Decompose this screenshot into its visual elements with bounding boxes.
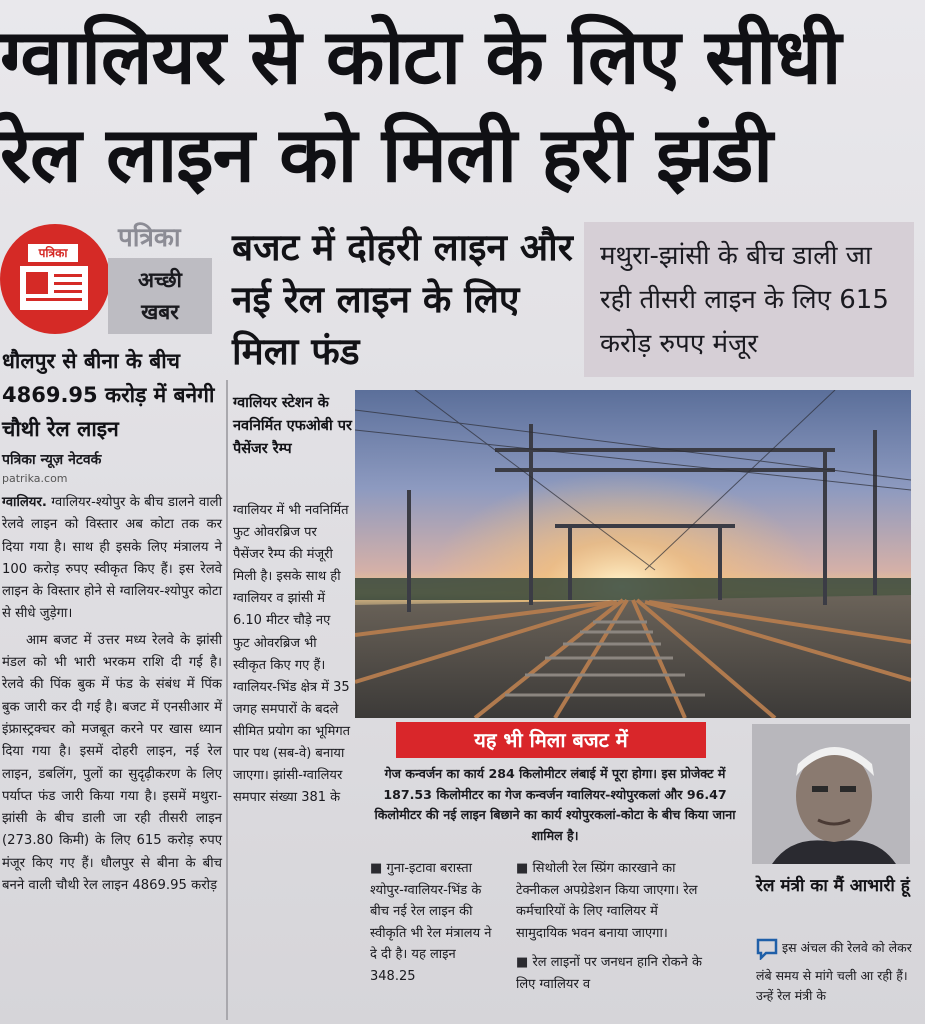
minister-quote-text: इस अंचल की रेलवे को लेकर लंबे समय से मांगे चली आ रही हैं। उन्हें रेल मंत्री के (756, 940, 912, 1003)
column-divider (226, 380, 228, 1020)
site-name: patrika.com (2, 472, 68, 485)
inset-lead: गेज कन्वर्जन का कार्य 284 किलोमीटर लंबाई में पूरा होगा। इस प्रोजेक्ट में 187.53 किलोमीटर का गेज कन्वर्जन ग्वालियर-श्योपुरकलां और 96.47 किलोमीटर की नई लाइन बिछाने का कार्य श्योपुरकलां-कोटा के बीच किया जाना शामिल है। (374, 766, 736, 843)
story-para-2: आम बजट में उत्तर मध्य रेलवे के झांसी मंडल को भी भारी भरकम राशि दी गई है। रेलवे की पिंक बुक में फंड के संबंध में पिंक बुक जारी कर दी गई है। बजट में एनसीआर में इंफ्रास्ट्रक्चर को मजबूत करने पर खास ध्यान दिया गया है। इसमें दोहरी लाइन, नई रेल लाइन, डबलिंग, पुलों का सुदृढ़ीकरण के लिए पर्याप्त फंड जारी किया गया है। इसमें मथुरा-झांसी के बीच डाली जा रही तीसरी लाइन (273.80 किमी) के लिए 615 करोड़ रुपए मंजूर किए गए हैं। धौलपुर से बीना के बीच बनने वाली चौथी रेल लाइन 4869.95 करोड़ (2, 632, 222, 894)
sidebar-body: ग्वालियर में भी नवनिर्मित फुट ओवरब्रिज पर पैसेंजर रैम्प की मंजूरी मिली है। इसके साथ ही ग्वालियर व झांसी में 6.10 मीटर चौड़े नए फुट ओवरब्रिज भी स्वीकृत किए गए हैं। ग्वालियर-भिंड क्षेत्र में 35 जगह समपारों के बदले सीमित प्रयोग का भूमिगत पार पथ (सब-वे) बनाया जाएगा। झांसी-ग्वालियर समपार संख्या 381 के (233, 503, 351, 806)
story-para-1: ग्वालियर-श्योपुर के बीच डालने वाली रेलवे लाइन को विस्तार अब कोटा तक कर दिया गया है। साथ ही इसके लिए मंत्रालय ने 100 करोड़ रुपए स्वीकृत किए हैं। इस रेलवे लाइन के विस्तार होने से ग्वालियर-श्योपुर कोटा से सीधे जुड़ेगा। (2, 495, 222, 622)
byline: पत्रिका न्यूज़ नेटवर्क (2, 452, 102, 468)
inset-bullet-1 (370, 858, 500, 987)
logo-chip-text: पत्रिका (28, 244, 78, 262)
minister-photo (752, 724, 910, 864)
badge-line-2: खबर (141, 300, 179, 324)
headline (0, 8, 925, 204)
railway-tracks-illustration (355, 390, 911, 718)
bullet-icon: ■ (370, 861, 383, 876)
inset-title: यह भी मिला बजट में (396, 722, 706, 758)
badge-line-1: अच्छी (138, 268, 182, 292)
bullet-icon: ■ (516, 861, 529, 876)
inset-bullet-2-text: सिथोली रेल स्प्रिंग कारखाने का टेक्नीकल अपग्रेडेशन किया जाएगा। रेल कर्मचारियों के लिए ग्वालियर में सामुदायिक भवन बनाया जाएगा। (516, 861, 698, 941)
minister-quote (756, 938, 916, 1006)
story-body (2, 492, 222, 901)
patrika-logo (0, 218, 220, 338)
newspaper-icon (0, 224, 110, 334)
speech-bubble-icon (756, 938, 778, 966)
deck-middle: बजट में दोहरी लाइन और नई रेल लाइन के लिए मिला फंड (232, 226, 573, 373)
story-heading: धौलपुर से बीना के बीच 4869.95 करोड़ में बनेगी चौथी रेल लाइन (2, 349, 215, 441)
deck-right: मथुरा-झांसी के बीच डाली जा रही तीसरी लाइन के लिए 615 करोड़ रुपए मंजूर (584, 222, 914, 377)
portrait-illustration (752, 724, 910, 864)
brand-name: पत्रिका (118, 223, 181, 253)
bullet-icon: ■ (516, 955, 529, 970)
sidebar-heading: ग्वालियर स्टेशन के नवनिर्मित एफओबी पर पैसेंजर रैम्प (233, 395, 352, 457)
inset-bullet-1-text: गुना-इटावा बरास्ता श्योपुर-ग्वालियर-भिंड के बीच नई रेल लाइन की स्वीकृति भी रेल मंत्रालय ने दे दी है। यह लाइन 348.25 (370, 861, 492, 984)
inset-bullet-3-text: रेल लाइनों पर जनधन हानि रोकने के लिए ग्वालियर व (516, 955, 702, 992)
newspaper-sheet (20, 266, 88, 310)
good-news-badge (108, 258, 212, 334)
inset-bullet-2 (516, 858, 712, 995)
dateline: ग्वालियर. (2, 495, 47, 510)
headline-line-1: ग्वालियर से कोटा के लिए सीधी (0, 12, 841, 101)
railway-photo (355, 390, 911, 718)
minister-caption: रेल मंत्री का मैं आभारी हूं (756, 876, 910, 896)
headline-line-2: रेल लाइन को मिली हरी झंडी (0, 110, 772, 199)
